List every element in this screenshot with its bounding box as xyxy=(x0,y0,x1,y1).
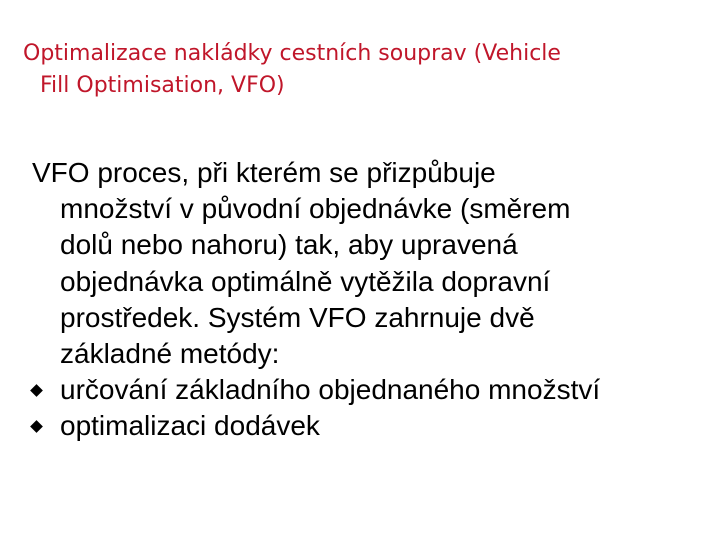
diamond-bullet-icon xyxy=(30,421,43,434)
paragraph-line-5: prostředek. Systém VFO zahrnuje dvě xyxy=(60,301,535,333)
paragraph-line-4: objednávka optimálně vytěžila dopravní xyxy=(60,265,551,297)
slide-body xyxy=(32,155,702,445)
title-line-1: Optimalizace nakládky cestních souprav (Vehicle xyxy=(23,41,561,66)
bullet-item-1 xyxy=(32,372,702,408)
diamond-bullet-icon xyxy=(30,384,43,397)
body-paragraph xyxy=(32,155,702,372)
paragraph-line-2: množství v původní objednávke (směrem xyxy=(60,193,571,225)
bullet-text-2: optimalizaci dodávek xyxy=(60,410,320,442)
bullet-list xyxy=(32,372,702,444)
paragraph-line-1: VFO proces, při kterém se přizpůbuje xyxy=(32,157,496,188)
title-line-2: Fill Optimisation, VFO) xyxy=(40,73,285,98)
bullet-item-2 xyxy=(32,408,702,444)
paragraph-line-3: dolů nebo nahoru) tak, aby upravená xyxy=(60,229,518,261)
bullet-text-1: určování základního objednaného množství xyxy=(60,374,601,406)
slide-title xyxy=(23,38,703,102)
paragraph-line-6: základné metódy: xyxy=(60,338,280,370)
